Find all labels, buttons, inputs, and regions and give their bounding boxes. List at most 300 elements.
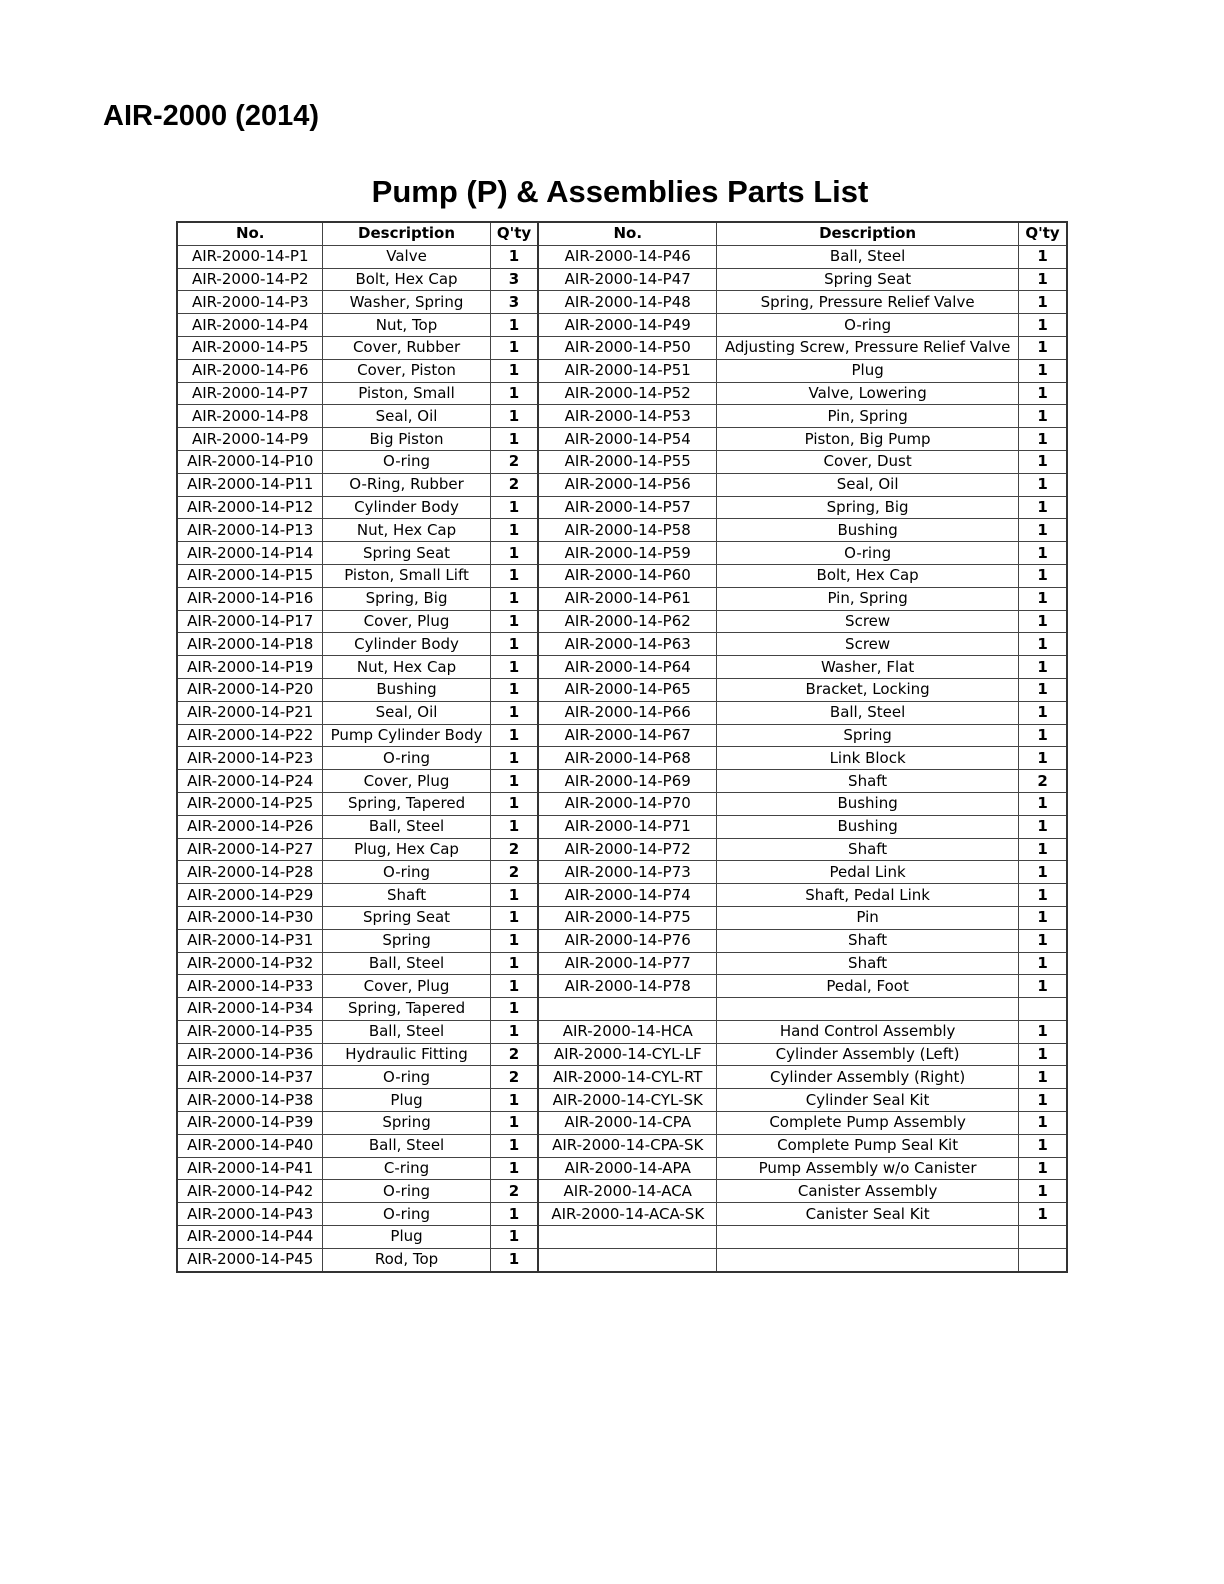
part-number-right: AIR-2000-14-P65 — [538, 678, 716, 701]
part-number-left: AIR-2000-14-P34 — [177, 998, 323, 1021]
description-right: Bushing — [717, 519, 1019, 542]
quantity-left: 1 — [490, 314, 538, 337]
description-right: Cylinder Assembly (Left) — [717, 1043, 1019, 1066]
table-row — [177, 1066, 1067, 1089]
quantity-left: 2 — [490, 861, 538, 884]
description-left: Shaft — [323, 884, 490, 907]
description-right: Spring, Big — [717, 496, 1019, 519]
table-row — [177, 792, 1067, 815]
table-row — [177, 428, 1067, 451]
quantity-left: 1 — [490, 1203, 538, 1226]
description-right: Adjusting Screw, Pressure Relief Valve — [717, 336, 1019, 359]
table-row — [177, 701, 1067, 724]
part-number-right: AIR-2000-14-P51 — [538, 359, 716, 382]
description-left: Hydraulic Fitting — [323, 1043, 490, 1066]
description-left: Cover, Piston — [323, 359, 490, 382]
part-number-left: AIR-2000-14-P2 — [177, 268, 323, 291]
description-left: Cylinder Body — [323, 633, 490, 656]
quantity-right: 1 — [1019, 884, 1067, 907]
quantity-left: 2 — [490, 1180, 538, 1203]
part-number-left: AIR-2000-14-P26 — [177, 815, 323, 838]
quantity-left: 1 — [490, 1157, 538, 1180]
quantity-right: 1 — [1019, 1203, 1067, 1226]
part-number-right: AIR-2000-14-CYL-SK — [538, 1089, 716, 1112]
table-row — [177, 336, 1067, 359]
part-number-left: AIR-2000-14-P14 — [177, 542, 323, 565]
table-row — [177, 587, 1067, 610]
description-right: Bushing — [717, 815, 1019, 838]
description-right: O-ring — [717, 542, 1019, 565]
quantity-right: 1 — [1019, 929, 1067, 952]
description-right: Piston, Big Pump — [717, 428, 1019, 451]
quantity-left: 1 — [490, 1020, 538, 1043]
quantity-left: 3 — [490, 291, 538, 314]
quantity-left: 1 — [490, 336, 538, 359]
header-qty-left: Q'ty — [490, 222, 538, 245]
quantity-left: 1 — [490, 633, 538, 656]
quantity-right — [1019, 1248, 1067, 1271]
quantity-left: 1 — [490, 519, 538, 542]
part-number-left: AIR-2000-14-P45 — [177, 1248, 323, 1271]
quantity-left: 1 — [490, 587, 538, 610]
table-row — [177, 291, 1067, 314]
table-row — [177, 1157, 1067, 1180]
table-row — [177, 1020, 1067, 1043]
part-number-left: AIR-2000-14-P23 — [177, 747, 323, 770]
part-number-right: AIR-2000-14-P71 — [538, 815, 716, 838]
part-number-right: AIR-2000-14-CYL-RT — [538, 1066, 716, 1089]
part-number-left: AIR-2000-14-P18 — [177, 633, 323, 656]
quantity-right: 1 — [1019, 405, 1067, 428]
table-row — [177, 359, 1067, 382]
quantity-left: 1 — [490, 929, 538, 952]
table-row — [177, 450, 1067, 473]
table-row — [177, 473, 1067, 496]
quantity-right: 1 — [1019, 633, 1067, 656]
quantity-right: 1 — [1019, 906, 1067, 929]
description-left: Cover, Plug — [323, 770, 490, 793]
part-number-left: AIR-2000-14-P33 — [177, 975, 323, 998]
description-left: Ball, Steel — [323, 1134, 490, 1157]
part-number-left: AIR-2000-14-P37 — [177, 1066, 323, 1089]
quantity-right: 1 — [1019, 382, 1067, 405]
quantity-left: 1 — [490, 884, 538, 907]
quantity-left: 1 — [490, 998, 538, 1021]
description-left: Plug — [323, 1226, 490, 1249]
part-number-right: AIR-2000-14-P62 — [538, 610, 716, 633]
description-right: Cylinder Assembly (Right) — [717, 1066, 1019, 1089]
description-left: O-ring — [323, 747, 490, 770]
table-row — [177, 884, 1067, 907]
table-row — [177, 633, 1067, 656]
quantity-right: 1 — [1019, 838, 1067, 861]
quantity-left: 1 — [490, 792, 538, 815]
part-number-left: AIR-2000-14-P41 — [177, 1157, 323, 1180]
quantity-right: 1 — [1019, 792, 1067, 815]
part-number-right: AIR-2000-14-P76 — [538, 929, 716, 952]
header-no-left: No. — [177, 222, 323, 245]
description-left: Spring, Tapered — [323, 998, 490, 1021]
quantity-left: 1 — [490, 405, 538, 428]
part-number-right: AIR-2000-14-ACA-SK — [538, 1203, 716, 1226]
part-number-right: AIR-2000-14-P63 — [538, 633, 716, 656]
description-right: Bolt, Hex Cap — [717, 564, 1019, 587]
part-number-right: AIR-2000-14-P52 — [538, 382, 716, 405]
quantity-right: 1 — [1019, 610, 1067, 633]
description-left: Spring, Tapered — [323, 792, 490, 815]
part-number-right: AIR-2000-14-APA — [538, 1157, 716, 1180]
table-row — [177, 268, 1067, 291]
header-qty-right: Q'ty — [1019, 222, 1067, 245]
description-left: Nut, Hex Cap — [323, 519, 490, 542]
description-left: Bolt, Hex Cap — [323, 268, 490, 291]
description-right: Pedal Link — [717, 861, 1019, 884]
description-left: Spring Seat — [323, 542, 490, 565]
quantity-right: 1 — [1019, 314, 1067, 337]
description-left: O-ring — [323, 1066, 490, 1089]
quantity-right — [1019, 1226, 1067, 1249]
description-right: Ball, Steel — [717, 245, 1019, 268]
part-number-left: AIR-2000-14-P17 — [177, 610, 323, 633]
part-number-left: AIR-2000-14-P43 — [177, 1203, 323, 1226]
quantity-right: 1 — [1019, 268, 1067, 291]
description-left: Ball, Steel — [323, 952, 490, 975]
quantity-right: 2 — [1019, 770, 1067, 793]
part-number-right: AIR-2000-14-P54 — [538, 428, 716, 451]
part-number-right: AIR-2000-14-P50 — [538, 336, 716, 359]
parts-table — [176, 221, 1068, 1273]
quantity-left: 1 — [490, 610, 538, 633]
quantity-right: 1 — [1019, 815, 1067, 838]
table-row — [177, 815, 1067, 838]
part-number-right: AIR-2000-14-P61 — [538, 587, 716, 610]
quantity-right: 1 — [1019, 245, 1067, 268]
part-number-left: AIR-2000-14-P25 — [177, 792, 323, 815]
part-number-right: AIR-2000-14-P49 — [538, 314, 716, 337]
part-number-right: AIR-2000-14-P60 — [538, 564, 716, 587]
description-left: Bushing — [323, 678, 490, 701]
table-row — [177, 975, 1067, 998]
description-right: Shaft — [717, 838, 1019, 861]
description-right: Spring Seat — [717, 268, 1019, 291]
description-left: Spring Seat — [323, 906, 490, 929]
quantity-right: 1 — [1019, 450, 1067, 473]
part-number-right: AIR-2000-14-P72 — [538, 838, 716, 861]
quantity-left: 2 — [490, 1043, 538, 1066]
quantity-right: 1 — [1019, 564, 1067, 587]
description-right: Spring, Pressure Relief Valve — [717, 291, 1019, 314]
description-right: Washer, Flat — [717, 656, 1019, 679]
description-left: Valve — [323, 245, 490, 268]
part-number-right: AIR-2000-14-P55 — [538, 450, 716, 473]
part-number-left: AIR-2000-14-P40 — [177, 1134, 323, 1157]
description-left: Plug, Hex Cap — [323, 838, 490, 861]
part-number-right: AIR-2000-14-ACA — [538, 1180, 716, 1203]
table-row — [177, 724, 1067, 747]
part-number-left: AIR-2000-14-P19 — [177, 656, 323, 679]
table-row — [177, 314, 1067, 337]
description-left: Piston, Small — [323, 382, 490, 405]
description-right: Canister Seal Kit — [717, 1203, 1019, 1226]
part-number-left: AIR-2000-14-P6 — [177, 359, 323, 382]
quantity-right: 1 — [1019, 975, 1067, 998]
part-number-left: AIR-2000-14-P39 — [177, 1112, 323, 1135]
table-row — [177, 952, 1067, 975]
description-left: Plug — [323, 1089, 490, 1112]
part-number-left: AIR-2000-14-P24 — [177, 770, 323, 793]
description-right: Screw — [717, 610, 1019, 633]
part-number-right: AIR-2000-14-CPA — [538, 1112, 716, 1135]
description-left: O-ring — [323, 450, 490, 473]
part-number-left: AIR-2000-14-P42 — [177, 1180, 323, 1203]
part-number-right: AIR-2000-14-P67 — [538, 724, 716, 747]
quantity-left: 1 — [490, 496, 538, 519]
document-title: AIR-2000 (2014) — [103, 100, 319, 132]
table-row — [177, 838, 1067, 861]
part-number-left: AIR-2000-14-P10 — [177, 450, 323, 473]
table-row — [177, 998, 1067, 1021]
quantity-right: 1 — [1019, 428, 1067, 451]
quantity-right: 1 — [1019, 747, 1067, 770]
quantity-left: 1 — [490, 747, 538, 770]
description-right: Bushing — [717, 792, 1019, 815]
quantity-left: 1 — [490, 359, 538, 382]
part-number-right: AIR-2000-14-P70 — [538, 792, 716, 815]
table-row — [177, 678, 1067, 701]
quantity-right: 1 — [1019, 1089, 1067, 1112]
part-number-left: AIR-2000-14-P32 — [177, 952, 323, 975]
table-row — [177, 1112, 1067, 1135]
quantity-left: 1 — [490, 382, 538, 405]
table-row — [177, 747, 1067, 770]
part-number-left: AIR-2000-14-P5 — [177, 336, 323, 359]
description-left: O-Ring, Rubber — [323, 473, 490, 496]
quantity-right: 1 — [1019, 1020, 1067, 1043]
quantity-left: 1 — [490, 245, 538, 268]
part-number-right: AIR-2000-14-P47 — [538, 268, 716, 291]
part-number-right: AIR-2000-14-P66 — [538, 701, 716, 724]
description-right — [717, 1248, 1019, 1271]
quantity-left: 1 — [490, 1248, 538, 1271]
part-number-left: AIR-2000-14-P4 — [177, 314, 323, 337]
description-left: Big Piston — [323, 428, 490, 451]
description-left: O-ring — [323, 861, 490, 884]
description-right: Shaft — [717, 929, 1019, 952]
quantity-right: 1 — [1019, 724, 1067, 747]
table-row — [177, 770, 1067, 793]
description-right: Link Block — [717, 747, 1019, 770]
description-right: Complete Pump Seal Kit — [717, 1134, 1019, 1157]
quantity-left: 1 — [490, 656, 538, 679]
description-right: Ball, Steel — [717, 701, 1019, 724]
table-row — [177, 542, 1067, 565]
description-left: Spring — [323, 929, 490, 952]
quantity-left: 2 — [490, 1066, 538, 1089]
part-number-left: AIR-2000-14-P29 — [177, 884, 323, 907]
table-header-row — [177, 222, 1067, 245]
part-number-left: AIR-2000-14-P28 — [177, 861, 323, 884]
part-number-right — [538, 998, 716, 1021]
description-left: Washer, Spring — [323, 291, 490, 314]
quantity-left: 1 — [490, 906, 538, 929]
quantity-right: 1 — [1019, 291, 1067, 314]
part-number-right: AIR-2000-14-CPA-SK — [538, 1134, 716, 1157]
part-number-left: AIR-2000-14-P38 — [177, 1089, 323, 1112]
part-number-right: AIR-2000-14-P78 — [538, 975, 716, 998]
quantity-left: 1 — [490, 724, 538, 747]
description-right: Cylinder Seal Kit — [717, 1089, 1019, 1112]
description-right: Pin, Spring — [717, 405, 1019, 428]
table-row — [177, 564, 1067, 587]
table-row — [177, 1180, 1067, 1203]
part-number-left: AIR-2000-14-P1 — [177, 245, 323, 268]
description-left: Spring, Big — [323, 587, 490, 610]
quantity-right: 1 — [1019, 952, 1067, 975]
part-number-right: AIR-2000-14-CYL-LF — [538, 1043, 716, 1066]
table-row — [177, 1226, 1067, 1249]
quantity-left: 1 — [490, 1134, 538, 1157]
part-number-left: AIR-2000-14-P8 — [177, 405, 323, 428]
part-number-right: AIR-2000-14-HCA — [538, 1020, 716, 1043]
quantity-left: 3 — [490, 268, 538, 291]
part-number-left: AIR-2000-14-P30 — [177, 906, 323, 929]
quantity-left: 1 — [490, 952, 538, 975]
quantity-right: 1 — [1019, 359, 1067, 382]
quantity-left: 1 — [490, 428, 538, 451]
description-left: Spring — [323, 1112, 490, 1135]
part-number-right: AIR-2000-14-P73 — [538, 861, 716, 884]
quantity-left: 1 — [490, 564, 538, 587]
part-number-left: AIR-2000-14-P20 — [177, 678, 323, 701]
quantity-left: 2 — [490, 473, 538, 496]
description-right: Valve, Lowering — [717, 382, 1019, 405]
description-right: Pin — [717, 906, 1019, 929]
quantity-right: 1 — [1019, 701, 1067, 724]
quantity-left: 1 — [490, 1226, 538, 1249]
table-row — [177, 656, 1067, 679]
table-row — [177, 519, 1067, 542]
description-right — [717, 1226, 1019, 1249]
description-right: Screw — [717, 633, 1019, 656]
part-number-right: AIR-2000-14-P57 — [538, 496, 716, 519]
description-right — [717, 998, 1019, 1021]
description-right: Shaft — [717, 952, 1019, 975]
part-number-right: AIR-2000-14-P48 — [538, 291, 716, 314]
header-description-right: Description — [717, 222, 1019, 245]
table-row — [177, 906, 1067, 929]
description-left: Pump Cylinder Body — [323, 724, 490, 747]
quantity-left: 2 — [490, 838, 538, 861]
table-row — [177, 1089, 1067, 1112]
description-right: Plug — [717, 359, 1019, 382]
quantity-right: 1 — [1019, 587, 1067, 610]
quantity-right: 1 — [1019, 496, 1067, 519]
quantity-right: 1 — [1019, 1043, 1067, 1066]
description-right: Complete Pump Assembly — [717, 1112, 1019, 1135]
description-left: Cover, Plug — [323, 610, 490, 633]
description-left: Seal, Oil — [323, 701, 490, 724]
table-row — [177, 1134, 1067, 1157]
table-row — [177, 496, 1067, 519]
part-number-left: AIR-2000-14-P36 — [177, 1043, 323, 1066]
part-number-right: AIR-2000-14-P56 — [538, 473, 716, 496]
part-number-left: AIR-2000-14-P12 — [177, 496, 323, 519]
part-number-left: AIR-2000-14-P15 — [177, 564, 323, 587]
description-left: Nut, Top — [323, 314, 490, 337]
quantity-right: 1 — [1019, 473, 1067, 496]
description-right: Pin, Spring — [717, 587, 1019, 610]
part-number-right: AIR-2000-14-P69 — [538, 770, 716, 793]
description-right: O-ring — [717, 314, 1019, 337]
table-row — [177, 1043, 1067, 1066]
part-number-left: AIR-2000-14-P7 — [177, 382, 323, 405]
table-row — [177, 405, 1067, 428]
quantity-right — [1019, 998, 1067, 1021]
description-left: Cover, Plug — [323, 975, 490, 998]
quantity-right: 1 — [1019, 861, 1067, 884]
part-number-right: AIR-2000-14-P53 — [538, 405, 716, 428]
description-right: Shaft — [717, 770, 1019, 793]
description-left: Cover, Rubber — [323, 336, 490, 359]
quantity-right: 1 — [1019, 1112, 1067, 1135]
description-left: O-ring — [323, 1203, 490, 1226]
description-right: Spring — [717, 724, 1019, 747]
table-row — [177, 929, 1067, 952]
quantity-right: 1 — [1019, 1157, 1067, 1180]
quantity-right: 1 — [1019, 656, 1067, 679]
description-left: C-ring — [323, 1157, 490, 1180]
part-number-right: AIR-2000-14-P74 — [538, 884, 716, 907]
description-right: Cover, Dust — [717, 450, 1019, 473]
part-number-right: AIR-2000-14-P68 — [538, 747, 716, 770]
table-row — [177, 610, 1067, 633]
description-left: Nut, Hex Cap — [323, 656, 490, 679]
part-number-left: AIR-2000-14-P22 — [177, 724, 323, 747]
quantity-right: 1 — [1019, 678, 1067, 701]
quantity-right: 1 — [1019, 1180, 1067, 1203]
part-number-right: AIR-2000-14-P59 — [538, 542, 716, 565]
description-right: Canister Assembly — [717, 1180, 1019, 1203]
part-number-left: AIR-2000-14-P9 — [177, 428, 323, 451]
quantity-left: 1 — [490, 770, 538, 793]
table-title: Pump (P) & Assemblies Parts List — [371, 174, 869, 209]
table-row — [177, 1248, 1067, 1271]
description-left: Cylinder Body — [323, 496, 490, 519]
description-left: Seal, Oil — [323, 405, 490, 428]
description-right: Bracket, Locking — [717, 678, 1019, 701]
description-left: Rod, Top — [323, 1248, 490, 1271]
part-number-left: AIR-2000-14-P35 — [177, 1020, 323, 1043]
quantity-right: 1 — [1019, 519, 1067, 542]
quantity-left: 1 — [490, 815, 538, 838]
part-number-right: AIR-2000-14-P75 — [538, 906, 716, 929]
description-left: Ball, Steel — [323, 1020, 490, 1043]
part-number-left: AIR-2000-14-P44 — [177, 1226, 323, 1249]
part-number-right: AIR-2000-14-P58 — [538, 519, 716, 542]
quantity-left: 1 — [490, 701, 538, 724]
part-number-right: AIR-2000-14-P46 — [538, 245, 716, 268]
description-left: Piston, Small Lift — [323, 564, 490, 587]
quantity-left: 1 — [490, 1089, 538, 1112]
description-left: Ball, Steel — [323, 815, 490, 838]
part-number-right — [538, 1226, 716, 1249]
part-number-left: AIR-2000-14-P16 — [177, 587, 323, 610]
part-number-right — [538, 1248, 716, 1271]
part-number-left: AIR-2000-14-P11 — [177, 473, 323, 496]
description-right: Pedal, Foot — [717, 975, 1019, 998]
quantity-right: 1 — [1019, 1134, 1067, 1157]
part-number-right: AIR-2000-14-P77 — [538, 952, 716, 975]
